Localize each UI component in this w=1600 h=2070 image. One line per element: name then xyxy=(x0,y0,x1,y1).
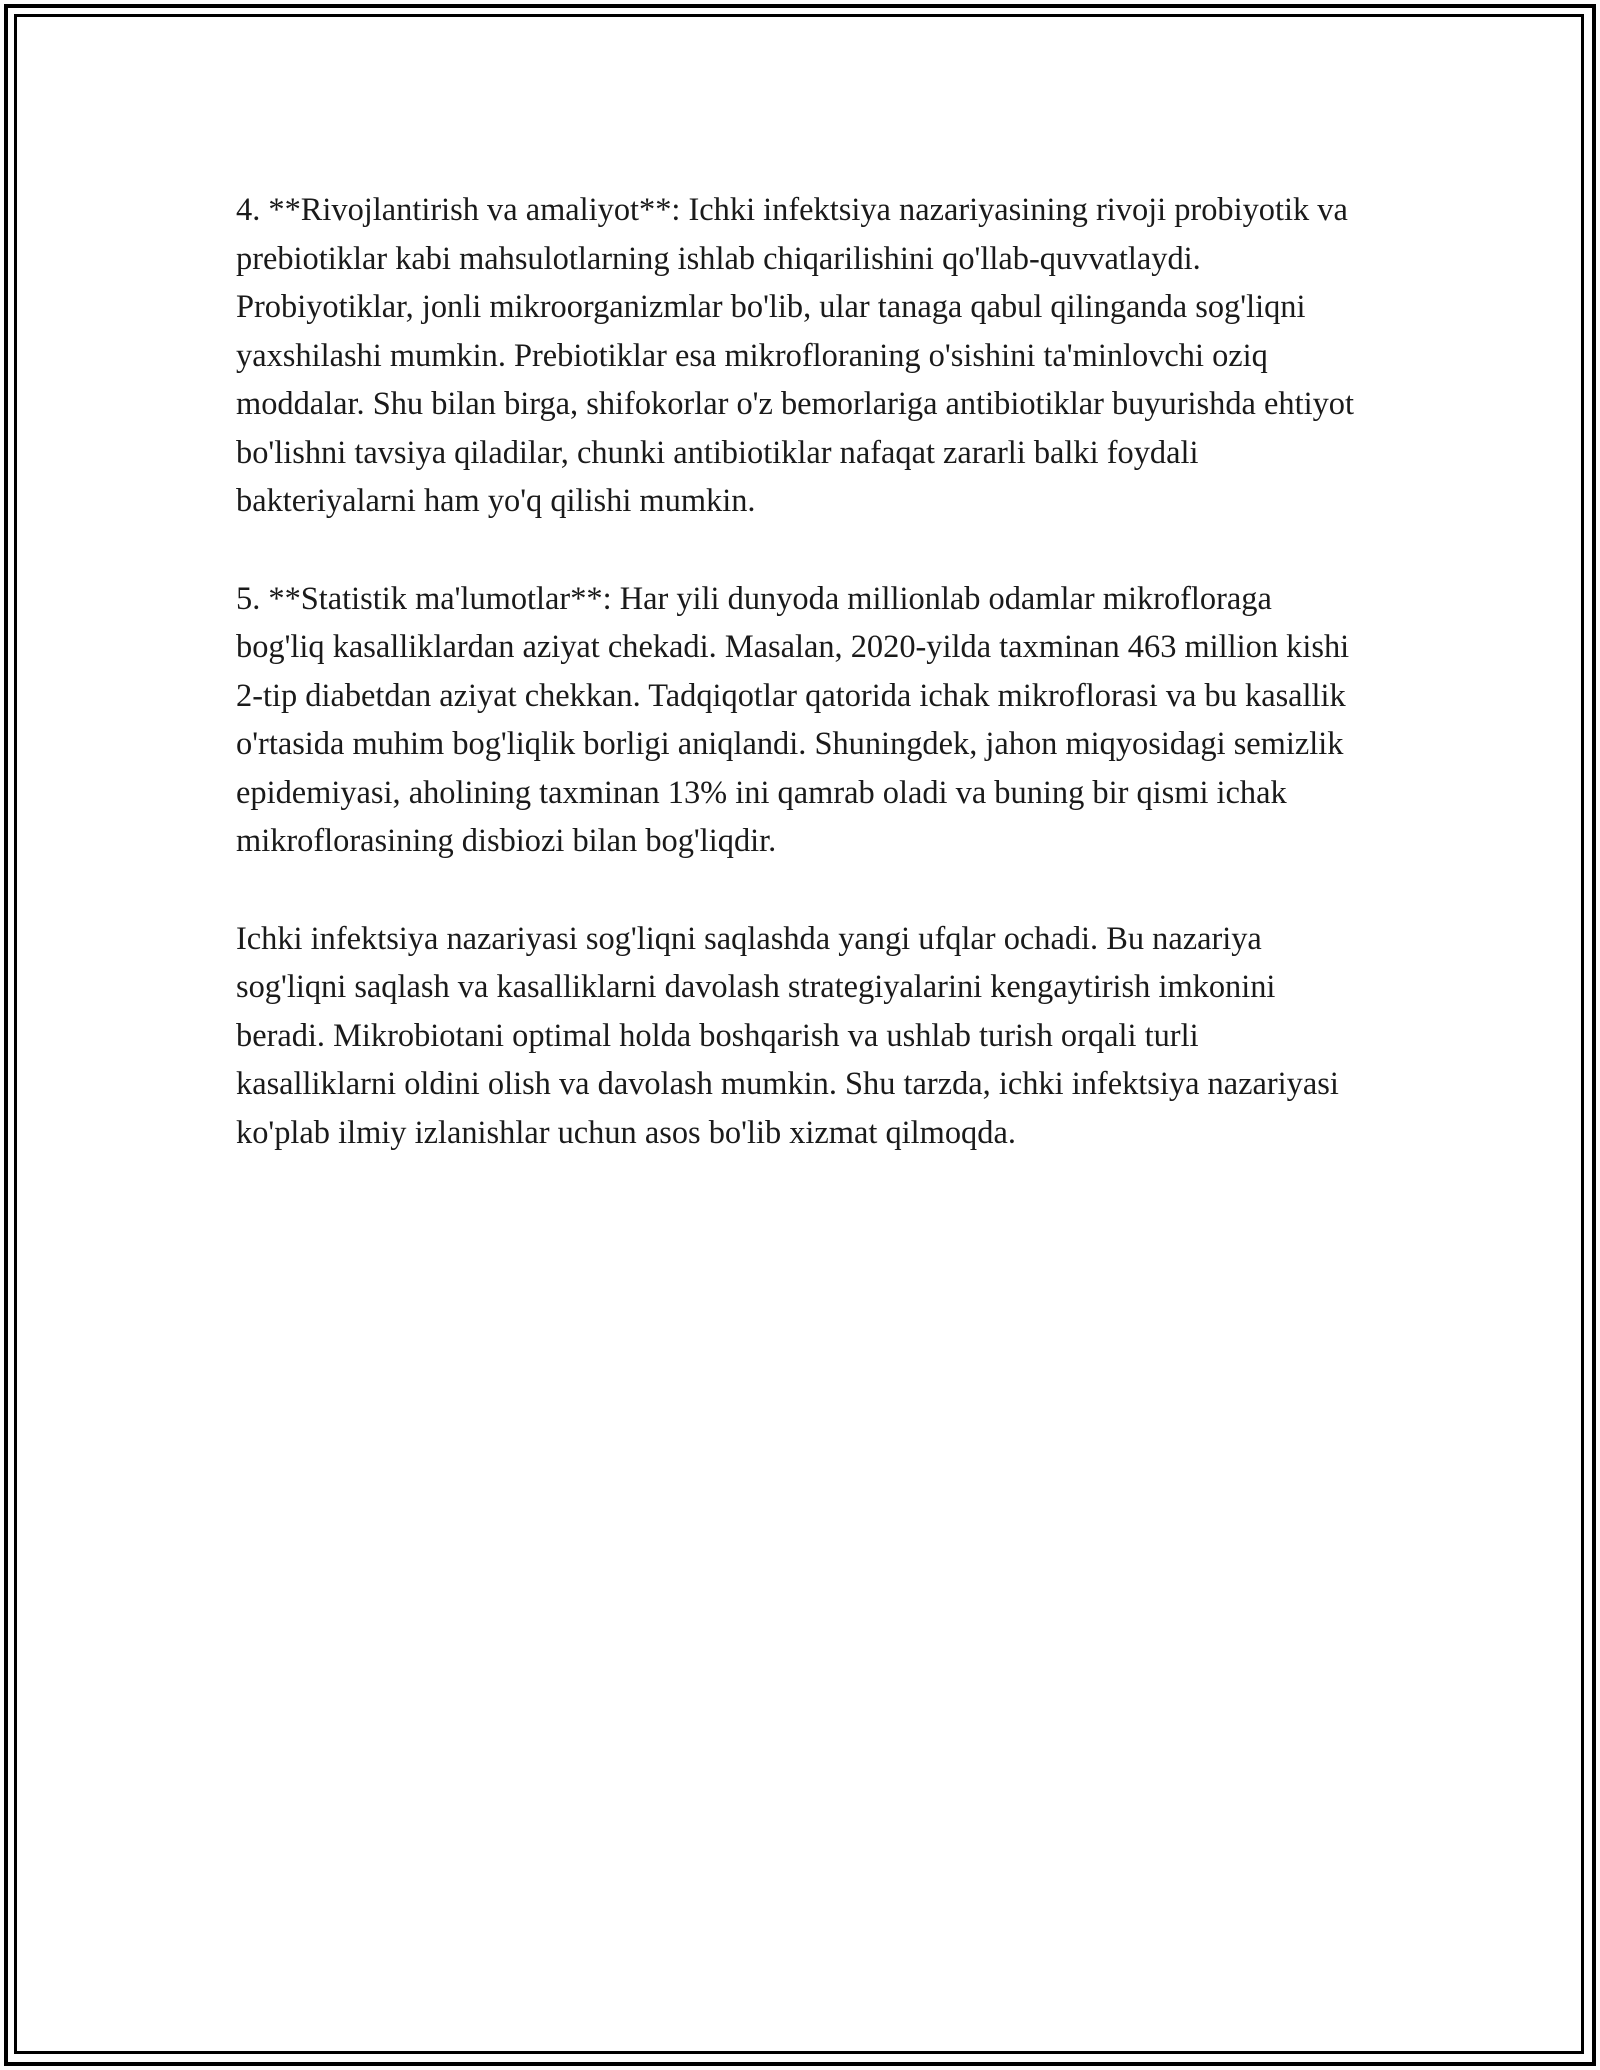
document-body xyxy=(236,186,1356,1206)
paragraph-development-practice: 4. **Rivojlantirish va amaliyot**: Ichki infektsiya nazariyasining rivoji probiyotik va prebiotiklar kabi mahsulotlarning ishlab chiqarilishini qo'llab-quvvatlaydi. Probiyotiklar, jonli mikroorganizmlar bo'lib, ular tanaga qabul qilinganda sog'liqni yaxshilashi mumkin. Prebiotiklar esa mikrofloraning o'sishini ta'minlovchi oziq moddalar. Shu bilan birga, shifokorlar o'z bemorlariga antibiotiklar buyurishda ehtiyot bo'lishni tavsiya qiladilar, chunki antibiotiklar nafaqat zararli balki foydali bakteriyalarni ham yo'q qilishi mumkin. xyxy=(236,192,1354,519)
paragraph-statistics: 5. **Statistik ma'lumotlar**: Har yili dunyoda millionlab odamlar mikrofloraga bog'liq kasalliklardan aziyat chekadi. Masalan, 2020-yilda taxminan 463 million kishi 2-tip diabetdan aziyat chekkan. Tadqiqotlar qatorida ichak mikroflorasi va bu kasallik o'rtasida muhim bog'liqlik borligi aniqlandi. Shuningdek, jahon miqyosidagi semizlik epidemiyasi, aholining taxminan 13% ini qamrab oladi va buning bir qismi ichak mikroflorasining disbiozi bilan bog'liqdir. xyxy=(236,580,1350,859)
paragraph-conclusion: Ichki infektsiya nazariyasi sog'liqni saqlashda yangi ufqlar ochadi. Bu nazariya sog'liqni saqlash va kasalliklarni davolash strategiyalarini kengaytirish imkonini beradi. Mikrobiotani optimal holda boshqarish va ushlab turish orqali turli kasalliklarni oldini olish va davolash mumkin. Shu tarzda, ichki infektsiya nazariyasi ko'plab ilmiy izlanishlar uchun asos bo'lib xizmat qilmoqda. xyxy=(236,920,1339,1151)
